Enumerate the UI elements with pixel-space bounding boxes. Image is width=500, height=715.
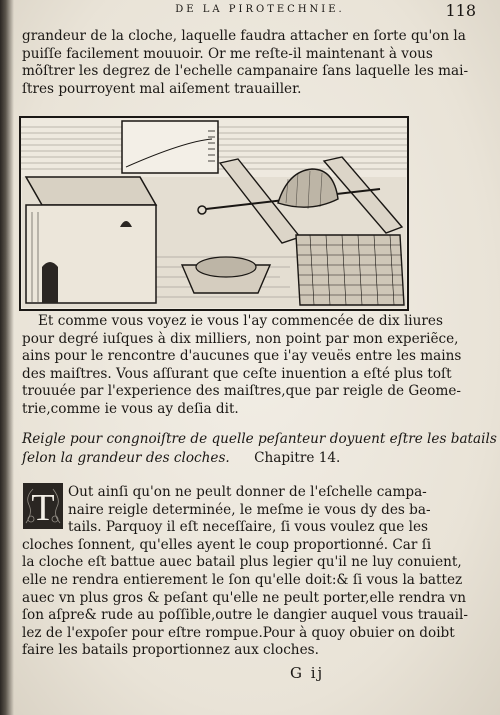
- page-number: 118: [445, 1, 476, 20]
- text-line: trouuée par l'experience des maiſtres,que par reigle de Geome-: [22, 383, 462, 400]
- text-line: ſtres pourroyent mal aiſement trauailler.: [22, 80, 302, 97]
- chapter-number: 14.: [318, 450, 341, 466]
- text-line: ains pour le rencontre d'aucunes que i'ay veuës entre les mains: [22, 348, 462, 365]
- paragraph-top: [22, 28, 469, 98]
- text-line: mõſtrer les degrez de l'echelle campanaire ſans laquelle les mai-: [22, 63, 469, 80]
- text-line: des maiſtres. Vous aſſurant que ceſte inuention a eſté plus toſt: [22, 365, 452, 382]
- woodcut-illustration: [20, 117, 408, 310]
- text-line: Out ainſi qu'on ne peult donner de l'eſchelle campa-: [68, 484, 427, 500]
- chapter-heading-line2: [22, 449, 414, 468]
- text-line: ſon aſpre& rude au poſſible,outre le dangier auquel vous trauail-: [22, 607, 468, 624]
- drop-cap-letter: T: [31, 487, 55, 529]
- text-line: la cloche eſt battue auec batail plus legier qu'il ne luy conuient,: [22, 554, 462, 571]
- text-line: faire les batails proportionnez aux cloches.: [22, 642, 319, 659]
- text-line: trie,comme ie vous ay deſia dit.: [22, 400, 239, 417]
- text-line: elle ne rendra entierement le ſon qu'elle doit:& ſi vous la battez: [22, 571, 463, 588]
- text-line: grandeur de la cloche, laquelle faudra attacher en ſorte qu'on la: [22, 28, 466, 44]
- text-line: tails. Parquoy il eſt neceſſaire, ſi vous voulez que les: [68, 519, 428, 536]
- text-line: Et comme vous voyez ie vous l'ay commencée de dix liures: [38, 313, 443, 329]
- running-head: DE LA PIROTECHNIE.: [175, 4, 345, 15]
- chapter-heading-line1: Reigle pour congnoiſtre de quelle peſanteur doyuent eſtre les batails: [22, 431, 497, 447]
- text-line: lez de l'expoſer pour eſtre rompue.Pour à quoy obuier on doibt: [22, 624, 455, 641]
- paragraph-after-figure: [22, 313, 462, 419]
- paragraph-chapter: [22, 484, 468, 660]
- chapter-heading-text: ſelon la grandeur des cloches.: [22, 450, 230, 466]
- text-line: cloches ſonnent, qu'elles ayent le coup proportionné. Car ſi: [22, 536, 432, 553]
- text-line: auec vn plus gros & peſant qu'elle ne peult porter,elle rendra vn: [22, 589, 466, 606]
- chapter-label: Chapitre: [254, 450, 315, 466]
- text-line: naire reigle determinée, le meſme ie vous dy des ba-: [68, 501, 431, 518]
- signature-mark: G ij: [290, 664, 325, 682]
- text-line: puiſſe facilement mouuoir. Or me reſte-il maintenant à vous: [22, 45, 433, 62]
- chapter-heading: [22, 430, 497, 468]
- text-line: pour degré iuſques à dix milliers, non point par mon experiẽce,: [22, 330, 459, 347]
